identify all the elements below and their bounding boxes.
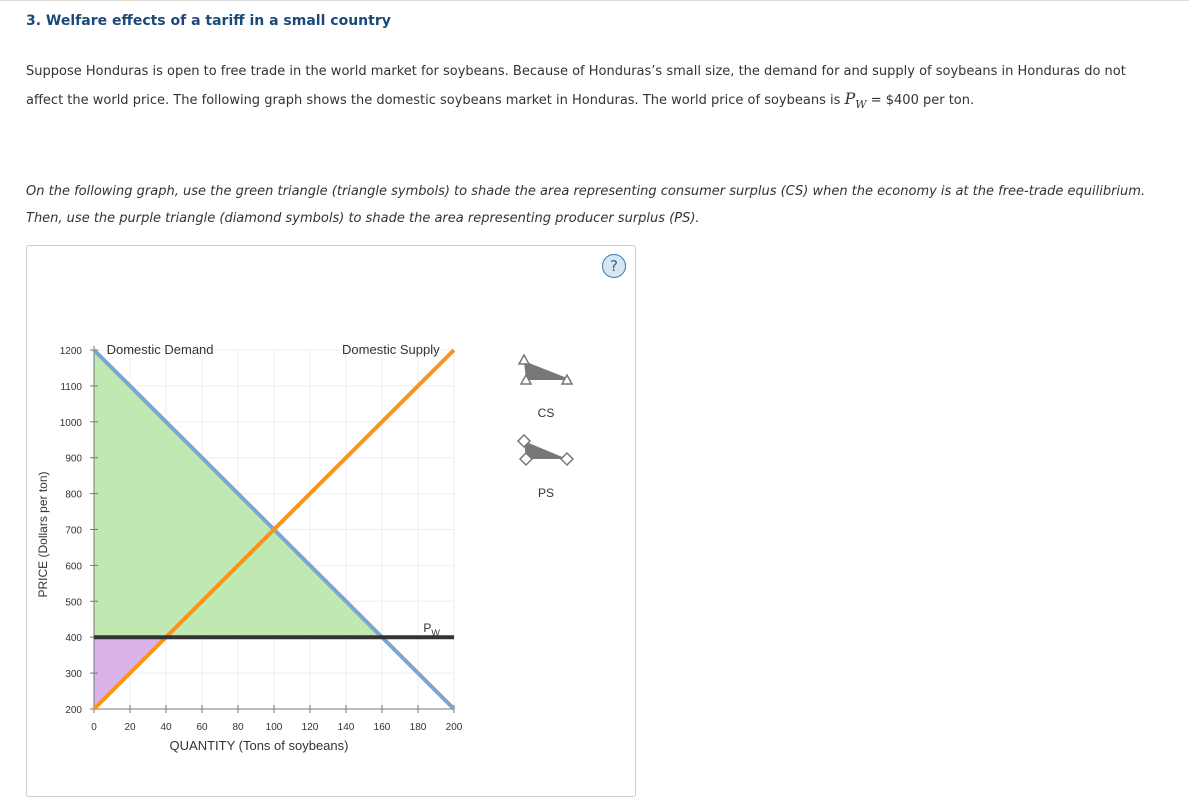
y-tick-label-600: 600: [65, 561, 82, 573]
graph-panel: [26, 245, 636, 797]
x-tick-label-80: 80: [232, 722, 244, 733]
y-tick-label-800: 800: [65, 489, 82, 501]
cs-triangle-symbol-top[interactable]: [519, 355, 529, 364]
chart-svg: [27, 246, 635, 796]
y-tick-label-1200: 1200: [59, 346, 82, 357]
ps-label: PS: [537, 486, 555, 500]
ps-triangle-shape[interactable]: [524, 441, 567, 459]
y-tick-label-900: 900: [65, 453, 82, 465]
x-tick-label-0: 0: [91, 722, 97, 733]
x-tick-label-200: 200: [445, 722, 463, 733]
question-title: 3. Welfare effects of a tariff in a small country: [26, 13, 391, 29]
y-axis-title: PRICE (Dollars per ton): [36, 471, 50, 598]
ps-diamond-symbol-right[interactable]: [561, 453, 573, 465]
x-tick-label-140: 140: [337, 722, 355, 733]
cs-label: CS: [537, 406, 555, 420]
intro-paragraph: [26, 58, 1146, 118]
x-axis-title: QUANTITY (Tons of soybeans): [169, 738, 349, 753]
y-tick-label-500: 500: [65, 597, 82, 609]
ps-tool[interactable]: [518, 435, 573, 500]
x-tick-label-20: 20: [124, 722, 136, 733]
top-rule: [0, 0, 1189, 1]
x-tick-label-40: 40: [160, 722, 172, 733]
help-button[interactable]: ?: [602, 254, 626, 278]
cs-triangle-shape[interactable]: [524, 361, 572, 380]
domestic-supply-label: Domestic Supply: [342, 342, 440, 357]
x-tick-label-160: 160: [373, 722, 391, 733]
x-tick-label-120: 120: [301, 722, 319, 733]
world-price-label: P: [423, 621, 432, 636]
x-tick-label-100: 100: [265, 722, 283, 733]
instructions-paragraph: On the following graph, use the green triangle (triangle symbols) to shade the area representing consumer surplus (CS) when the economy is at the free-trade equilibrium. Then, use the purple triangle (diamond symbols) to shade the area representing producer surplus (PS).: [26, 184, 1146, 226]
intro-tail: = $400 per ton.: [866, 93, 975, 108]
y-tick-label-300: 300: [65, 669, 82, 681]
world-price-symbol: $P_W$: [844, 89, 867, 112]
y-tick-label-1000: 1000: [59, 417, 82, 429]
y-tick-label-200: 200: [65, 705, 82, 716]
world-price-label-sub: W: [431, 628, 440, 639]
cs-tool[interactable]: [519, 355, 572, 420]
x-tick-label-180: 180: [409, 722, 427, 733]
y-tick-label-1100: 1100: [60, 381, 82, 393]
y-tick-label-700: 700: [65, 525, 82, 537]
domestic-demand-label: Domestic Demand: [106, 342, 214, 357]
x-tick-label-60: 60: [196, 722, 208, 733]
y-tick-label-400: 400: [65, 633, 82, 645]
intro-text: Suppose Honduras is open to free trade in the world market for soybeans. Because of Honduras’s small size, the demand for and supply of soybeans in Honduras do not affect the world price. The following graph shows the domestic soybeans market in Honduras. The world price of soybeans is: [26, 64, 1126, 108]
